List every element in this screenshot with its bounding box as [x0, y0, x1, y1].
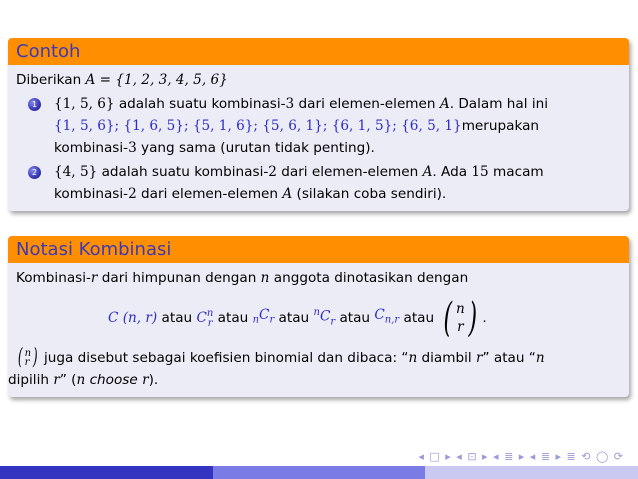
math-set: {1, 5, 6}	[54, 96, 115, 112]
footer-bar	[0, 466, 638, 479]
sub: n,r	[384, 314, 400, 326]
text: . Ada	[432, 164, 472, 180]
item-2-line-1	[54, 161, 621, 183]
math-var: n	[260, 270, 270, 286]
formula-c-n-r: C (n, r)	[108, 310, 158, 326]
separator-text: atau	[335, 310, 375, 326]
formula-binomial	[440, 295, 480, 341]
example-block-title: Contoh	[8, 38, 629, 65]
text: adalah suatu kombinasi-	[97, 164, 269, 180]
separator-text: atau	[274, 310, 314, 326]
left-paren: (	[17, 345, 23, 370]
choose-text: choose	[85, 372, 143, 388]
right-paren: )	[32, 345, 38, 370]
base: C	[374, 307, 385, 324]
sub: r	[269, 314, 275, 326]
text: ” (	[59, 372, 77, 388]
text: kombinasi-	[54, 186, 129, 202]
list-item-2	[16, 161, 621, 205]
notation-line-4	[8, 369, 621, 391]
math-var: A	[282, 186, 293, 202]
footer-segment-left	[0, 466, 213, 479]
inline-binomial	[16, 347, 40, 369]
notation-line-1	[16, 267, 621, 289]
math-var: A	[422, 164, 433, 180]
math-set: {4, 5}	[54, 164, 98, 180]
math-var: r	[53, 372, 60, 388]
formula-c-sup-sub	[196, 307, 213, 329]
base: C	[196, 310, 207, 326]
inline-binomial-stack	[25, 349, 31, 367]
base: C	[319, 308, 331, 325]
text: dari elemen-elemen	[294, 96, 440, 112]
list-item-1	[16, 93, 621, 159]
notation-formula	[16, 295, 621, 341]
text: dipilih	[8, 372, 54, 388]
binomial-stack	[456, 300, 465, 336]
sub: r	[207, 317, 213, 329]
text: . Dalam hal ini	[449, 96, 549, 112]
permutations-list: {1, 5, 6}; {1, 6, 5}; {5, 1, 6}; {5, 6, 1}; {6, 1, 5}; {6, 5, 1}	[54, 118, 462, 134]
math-var: r	[142, 372, 149, 388]
math-var: r	[476, 350, 483, 366]
math-var: n	[408, 350, 418, 366]
math-var: n	[76, 372, 86, 388]
text: dari himpunan dengan	[97, 270, 261, 286]
bullet-2-icon: 2	[28, 166, 41, 179]
text: yang sama (urutan tidak penting).	[136, 140, 375, 156]
example-block-body	[8, 65, 629, 211]
inline-binomial-bottom: r	[24, 357, 30, 368]
left-paren: (	[443, 295, 453, 341]
binomial-bottom: r	[457, 319, 464, 335]
text: juga disebut sebagai koefisien binomial dan dibaca: “	[39, 350, 409, 366]
formula-c-sub-nr	[374, 304, 399, 332]
bullet-1-icon: 1	[28, 98, 41, 111]
text: adalah suatu kombinasi-	[114, 96, 286, 112]
sup: n	[206, 307, 214, 319]
text: dari elemen-elemen	[276, 164, 423, 180]
base: C	[259, 307, 270, 324]
text: macam	[488, 164, 544, 180]
presup: n	[313, 307, 320, 319]
math-num: 3	[128, 140, 137, 156]
item-1-line-3	[54, 137, 621, 159]
math-var: n	[535, 350, 545, 366]
text: anggota dinotasikan dengan	[269, 270, 469, 286]
formula-end: .	[482, 310, 487, 326]
math-num: 15	[471, 164, 489, 180]
footer-segment-middle	[213, 466, 426, 479]
example-block	[8, 38, 629, 211]
text: ” atau “	[482, 350, 536, 366]
formula-presub-c	[253, 304, 275, 332]
item-1-line-1	[54, 93, 621, 115]
binomial-top: n	[456, 301, 465, 317]
formula-presup-c	[313, 302, 335, 333]
item-1-line-2	[54, 115, 621, 137]
text: kombinasi-	[54, 140, 129, 156]
notation-block	[8, 236, 629, 397]
text: ).	[148, 372, 159, 388]
text: (silakan coba sendiri).	[292, 186, 447, 202]
text: dari elemen-elemen	[136, 186, 283, 202]
item-2-line-2	[54, 183, 621, 205]
sub: r	[330, 316, 336, 328]
text: merupakan	[461, 118, 540, 134]
intro-text: Diberikan	[16, 72, 86, 88]
intro-line	[16, 69, 621, 91]
math-num: 2	[128, 186, 137, 202]
math-var: A	[439, 96, 450, 112]
footer-segment-right	[425, 466, 638, 479]
separator-text: atau	[157, 310, 197, 326]
math-num: 3	[285, 96, 295, 112]
notation-block-body	[8, 263, 629, 397]
separator-text: atau	[399, 310, 439, 326]
text: diambil	[417, 350, 477, 366]
intro-math: A = {1, 2, 3, 4, 5, 6}	[85, 72, 228, 88]
notation-line-3	[16, 347, 621, 369]
math-num: 2	[268, 164, 277, 180]
notation-block-title: Notasi Kombinasi	[8, 236, 629, 263]
text: Kombinasi-	[16, 270, 91, 286]
right-paren: )	[468, 295, 477, 341]
presub: n	[252, 314, 260, 326]
math-var: r	[90, 270, 98, 286]
separator-text: atau	[213, 310, 253, 326]
beamer-navigation-icons[interactable]: ◂ □ ▸ ◂ ⊡ ▸ ◂ ≣ ▸ ◂ ≣ ▸ ≣ ⟲ ◯ ⟳	[418, 450, 624, 463]
inline-binomial-top: n	[24, 348, 32, 359]
